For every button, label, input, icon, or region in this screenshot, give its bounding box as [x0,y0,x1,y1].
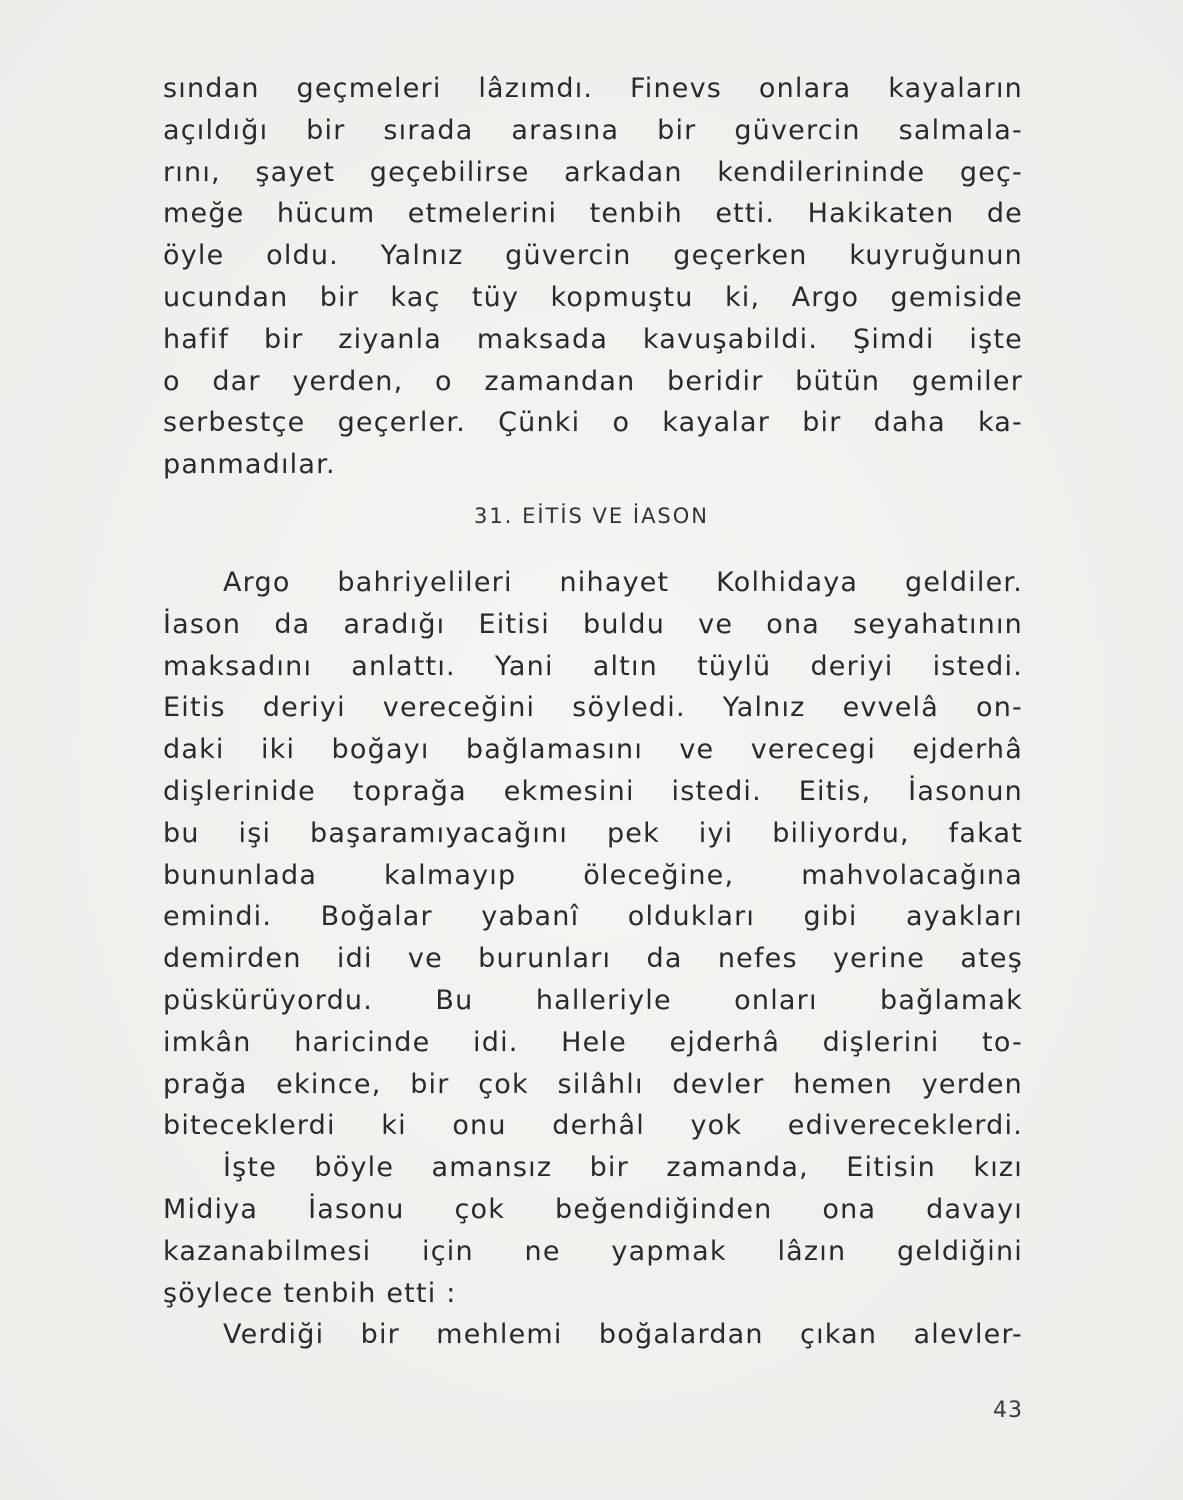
text-line: Midiya İasonu çok beğendiğinden ona davayı [163,1193,1023,1225]
text-line: biteceklerdi ki onu derhâl yok edivereceklerdi. [163,1110,1023,1142]
text-line: şöylece tenbih etti : [163,1277,457,1309]
text-line: Eitis deriyi vereceğini söyledi. Yalnız evvelâ on- [163,692,1023,724]
text-line: maksadını anlattı. Yani altın tüylü deriyi istedi. [163,650,1023,682]
text-line: açıldığı bir sırada arasına bir güvercin salmala- [163,114,1023,146]
text-line: meğe hücum etmelerini tenbih etti. Hakikaten de [163,198,1023,230]
text-line: İşte böyle amansız bir zamanda, Eitisin kızı [223,1152,1023,1184]
section-heading: 31. EİTİS VE İASON [474,504,709,528]
text-line: sından geçmeleri lâzımdı. Finevs onlara kayaların [163,73,1023,104]
text-line: imkân haricinde idi. Hele ejderhâ dişlerini to- [163,1026,1023,1058]
text-line: demirden idi ve burunları da nefes yerine ateş [163,943,1023,975]
paragraph-1 [163,68,1023,486]
text-line: bununlada kalmayıp öleceğine, mahvolacağına [163,859,1023,891]
text-line: Verdiği bir mehlemi boğalardan çıkan alevler- [223,1319,1023,1351]
text-line: rını, şayet geçebilirse arkadan kendilerininde geç- [163,156,1023,188]
text-line: o dar yerden, o zamandan beridir bütün gemiler [163,365,1023,397]
text-line: bu işi başaramıyacağını pek iyi biliyordu, fakat [163,817,1023,849]
text-line: daki iki boğayı bağlamasını ve verecegi ejderhâ [163,734,1023,766]
text-line: İason da aradığı Eitisi buldu ve ona seyahatının [163,608,1023,640]
text-line: püskürüyordu. Bu halleriyle onları bağlamak [163,984,1023,1016]
text-line: kazanabilmesi için ne yapmak lâzın geldiğini [163,1235,1023,1267]
text-line: dişlerinide toprağa ekmesini istedi. Eitis, İasonun [163,775,1023,807]
text-line: ucundan bir kaç tüy kopmuştu ki, Argo gemiside [163,281,1023,313]
page-number: 43 [993,1398,1023,1423]
text-line: emindi. Boğalar yabanî oldukları gibi ayakları [163,901,1023,933]
text-line: öyle oldu. Yalnız güvercin geçerken kuyruğunun [163,240,1023,272]
text-line: panmadılar. [163,449,336,481]
paragraph-2 [163,562,1023,1356]
text-line: hafif bir ziyanla maksada kavuşabildi. Şimdi işte [163,323,1023,355]
text-line: serbestçe geçerler. Çünki o kayalar bir daha ka- [163,407,1023,439]
text-line: prağa ekince, bir çok silâhlı devler hemen yerden [163,1068,1023,1100]
text-line: Argo bahriyelileri nihayet Kolhidaya geldiler. [223,567,1023,598]
